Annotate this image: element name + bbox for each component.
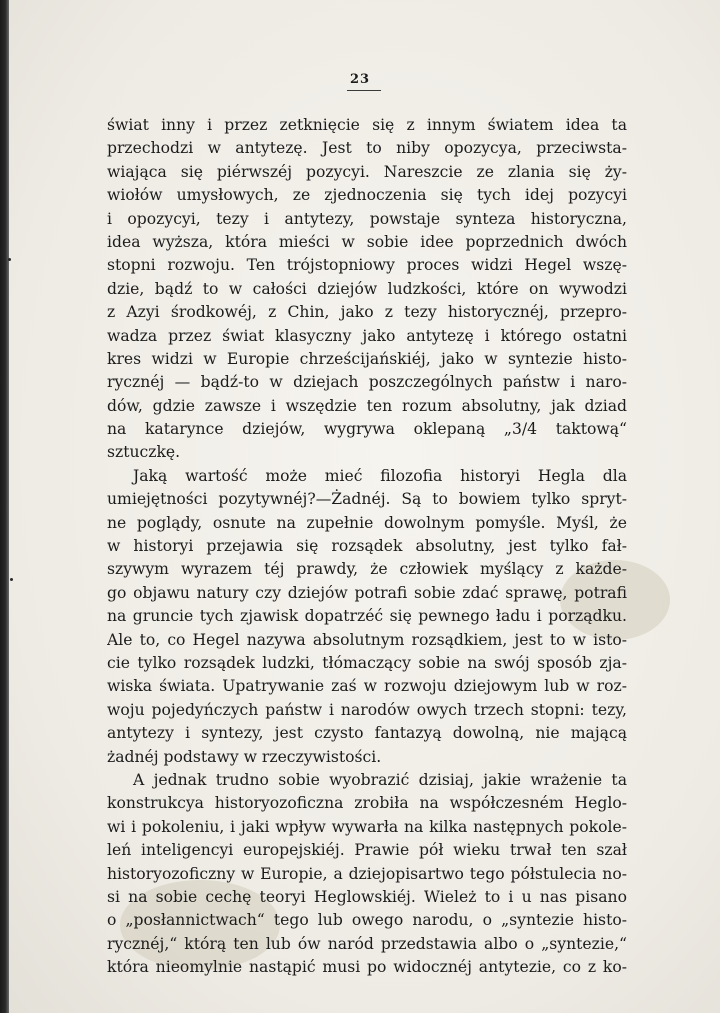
text-line: żadnéj podstawy w rzeczywistości.: [107, 747, 382, 766]
text-line: wadza przez świat klasyczny jako antytezę i którego ostatni: [107, 326, 627, 345]
text-line: historyozoficzny w Europie, a dziejopisartwo tego półstulecia no-: [107, 864, 627, 883]
text-line: świat inny i przez zetknięcie się z innym światem idea ta: [107, 116, 627, 134]
text-line: A jednak trudno sobie wyobrazić dzisiaj, jakie wrażenie ta: [133, 770, 627, 789]
paragraph: [107, 465, 627, 769]
text-line: na katarynce dziejów, wygrywa oklepaną „3/4 taktową“: [107, 420, 627, 439]
text-line: i opozycyi, tezy i antytezy, powstaje synteza historyczna,: [107, 209, 627, 228]
text-line: szywym wyrazem téj prawdy, że człowiek myślący z każde-: [107, 560, 627, 579]
text-line: o „posłannictwach“ tego lub owego narodu, o „syntezie histo-: [107, 911, 627, 930]
text-line: przechodzi w antytezę. Jest to niby opozycya, przeciwsta-: [107, 139, 627, 158]
text-line: leń inteligencyi europejskiéj. Prawie pół wieku trwał ten szał: [107, 841, 627, 860]
body-text: [107, 114, 627, 979]
text-line: go objawu natury czy dziejów potrafi sobie zdać sprawę, potrafi: [107, 583, 627, 602]
text-line: sztuczkę.: [107, 443, 181, 462]
text-line: rycznéj,“ którą ten lub ów naród przedstawia albo o „syntezie,“: [107, 934, 627, 953]
ink-speck: [8, 258, 11, 261]
text-line: rycznéj — bądź-to w dziejach poszczególnych państw i naro-: [107, 373, 627, 392]
text-line: dów, gdzie zawsze i wszędzie ten rozum absolutny, jak dziad: [107, 396, 627, 415]
text-line: cie tylko rozsądek ludzki, tłómaczący sobie na swój sposób zja-: [107, 653, 627, 672]
text-line: Jaką wartość może mieć filozofia historyi Hegla dla: [133, 466, 627, 485]
text-line: wiołów umysłowych, ze zjednoczenia się tych idej pozycyi: [107, 186, 627, 205]
page-number-rule: [347, 90, 381, 91]
text-line: antytezy i syntezy, jest czysto fantazyą dowolną, nie mającą: [107, 724, 627, 743]
text-line: wiska świata. Upatrywanie zaś w rozwoju dziejowym lub w roz-: [107, 677, 627, 696]
text-line: wi i pokoleniu, i jaki wpływ wywarła na kilka następnych pokole-: [107, 817, 627, 836]
text-line: si na sobie cechę teoryi Heglowskiéj. Wieleż to i u nas pisano: [107, 887, 627, 906]
text-line: Ale to, co Hegel nazywa absolutnym rozsądkiem, jest to w isto-: [107, 630, 627, 649]
text-line: konstrukcya historyozoficzna zrobiła na współczesném Heglo-: [107, 794, 627, 813]
text-line: stopni rozwoju. Ten trójstopniowy proces widzi Hegel wszę-: [107, 256, 627, 275]
page-number: 23: [349, 72, 371, 87]
ink-speck: [10, 578, 13, 581]
paragraph: [107, 769, 627, 980]
text-line: z Azyi środkowéj, z Chin, jako z tezy historycznéj, przepro-: [107, 303, 627, 322]
text-line: na gruncie tych zjawisk dopatrzéć się pewnego ładu i porządku.: [107, 607, 627, 626]
paragraph: [107, 114, 627, 465]
text-line: ne poglądy, osnute na zupełnie dowolnym pomyśle. Myśl, że: [107, 513, 627, 532]
text-line: w historyi przejawia się rozsądek absolutny, jest tylko fał-: [107, 537, 627, 556]
text-line: wiająca się piérwszéj pozycyi. Nareszcie ze zlania się ży-: [107, 162, 627, 181]
text-line: która nieomylnie nastąpić musi po widocznéj antytezie, co z ko-: [107, 958, 627, 977]
text-line: kres widzi w Europie chrześcijańskiéj, jako w syntezie histo-: [107, 349, 627, 368]
text-line: umiejętności pozytywnéj?—Żadnéj. Są to bowiem tylko spryt-: [107, 490, 627, 509]
text-line: idea wyższa, która mieści w sobie idee poprzednich dwóch: [107, 232, 627, 251]
book-spine-edge: [0, 0, 9, 1013]
text-line: dzie, bądź to w całości dziejów ludzkości, które on wywodzi: [107, 279, 627, 298]
text-line: woju pojedyńczych państw i narodów owych trzech stopni: tezy,: [107, 700, 627, 719]
